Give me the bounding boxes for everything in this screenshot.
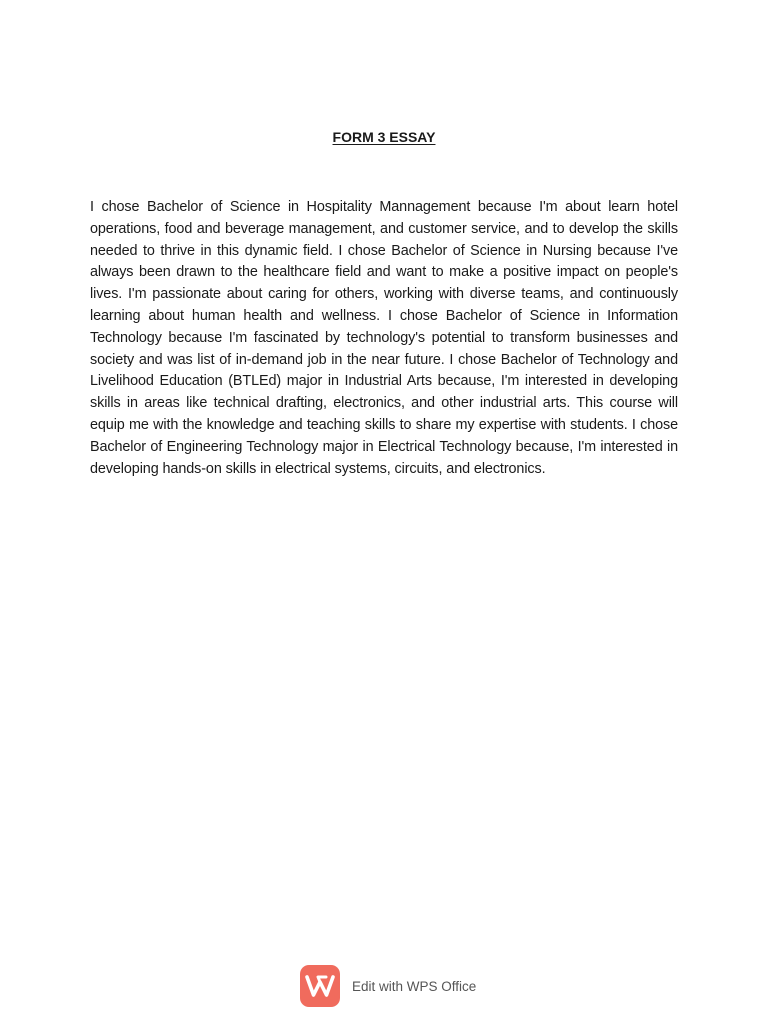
essay-body: I chose Bachelor of Science in Hospitality Mannagement because I'm about learn hotel operations, food and beverage management, and customer service, and to develop the skills needed to thrive in this dynamic field. I chose Bachelor of Science in Nursing because I've always been drawn to the healthcare field and want to make a positive impact on people's lives. I'm passionate about caring for others, working with diverse teams, and continuously learning about human health and wellness. I chose Bachelor of Science in Information Technology because I'm fascinated by technology's potential to transform businesses and society and was list of in-demand job in the near future. I chose Bachelor of Technology and Livelihood Education (BTLEd) major in Industrial Arts because, I'm interested in developing skills in areas like technical drafting, electronics, and other industrial arts. This course will equip me with the knowledge and teaching skills to share my expertise with students. I chose Bachelor of Engineering Technology major in Electrical Technology because, I'm interested in developing hands-on skills in electrical systems, circuits, and electronics. — [90, 199, 678, 477]
wps-footer[interactable] — [300, 965, 476, 1007]
wps-logo-glyph — [305, 974, 335, 998]
essay-title: FORM 3 ESSAY — [332, 129, 436, 145]
essay-title-container — [0, 127, 768, 147]
wps-office-logo-icon[interactable] — [300, 965, 340, 1007]
edit-with-wps-link[interactable]: Edit with WPS Office — [352, 978, 477, 994]
